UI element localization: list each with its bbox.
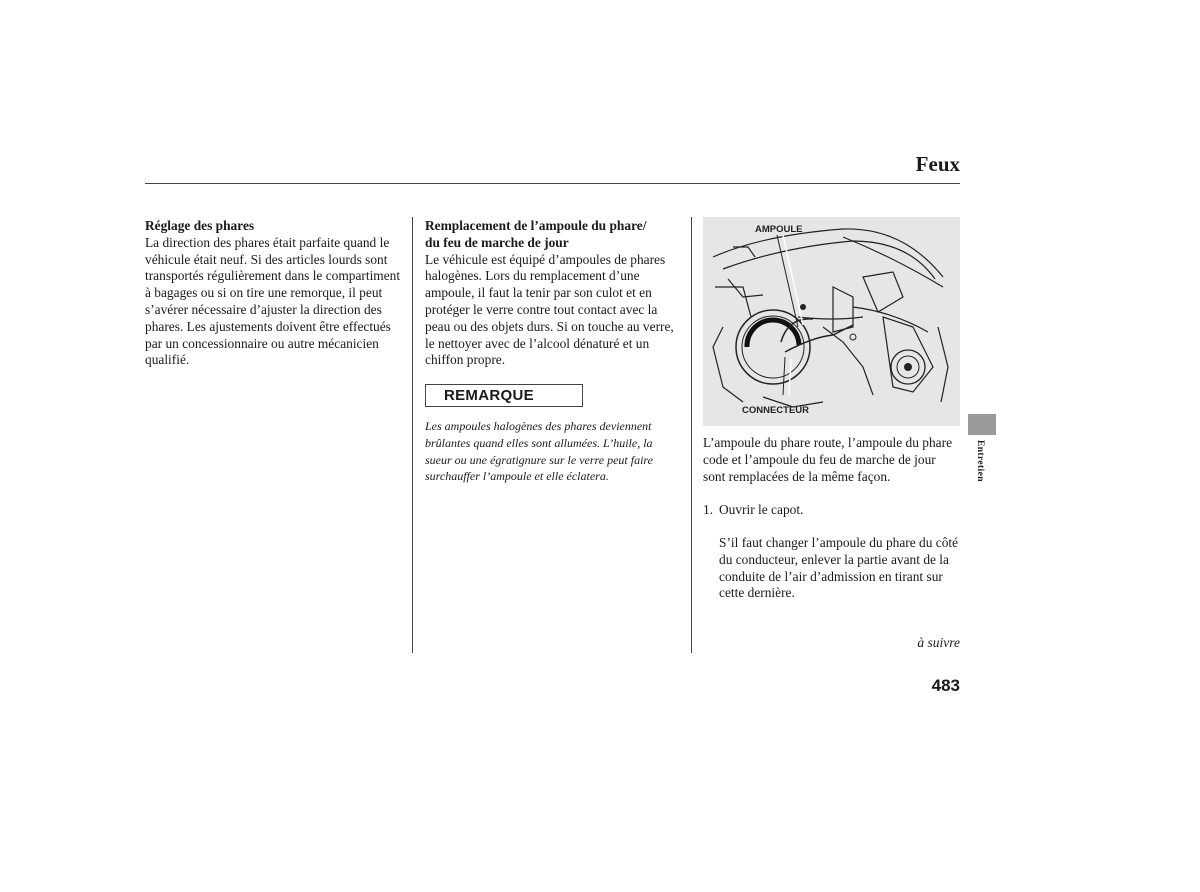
paragraph-bulb-handling: Le véhicule est équipé d’ampoules de phares halogènes. Lors du remplacement d’une ampoule, il faut la tenir par son culot et en protéger le verre contre tout contact avec la peau ou des objets durs. Si on touche au verre, le nettoyer avec de l’alcool dénaturé et un chiffon propre. xyxy=(425,251,674,368)
column-divider xyxy=(412,217,413,653)
section-title: Feux xyxy=(915,152,960,176)
middle-column xyxy=(425,218,680,369)
headlight-bulb-illustration xyxy=(703,217,960,426)
step-text: Ouvrir le capot. xyxy=(719,502,804,517)
continued-indicator: à suivre xyxy=(917,635,960,650)
header-rule xyxy=(145,183,960,184)
step-number: 1. xyxy=(703,502,714,517)
step-1-detail: S’il faut changer l’ampoule du phare du côté du conducteur, enlever la partie avant de la conduite de l’air d’admission en tirant sur cette dernière. xyxy=(719,535,959,601)
figure-label-connector: CONNECTEUR xyxy=(742,405,810,416)
section-heading-headlight-aiming: Réglage des phares xyxy=(145,218,255,233)
right-column xyxy=(703,435,961,485)
figure-label-bulb: AMPOULE xyxy=(755,224,803,235)
notice-text: Les ampoules halogènes des phares deviennent brûlantes quand elles sont allumées. L’huile, la sueur ou une égratignure sur le verre peut faire surchauffer l’ampoule et elle éclatera. xyxy=(425,419,653,484)
left-column xyxy=(145,218,407,369)
paragraph-bulb-intro: L’ampoule du phare route, l’ampoule du phare code et l’ampoule du feu de marche de jour sont remplacées de la même façon. xyxy=(703,435,953,484)
section-heading-bulb-replacement-line2: du feu de marche de jour xyxy=(425,234,569,250)
section-heading-bulb-replacement-line1: Remplacement de l’ampoule du phare/ xyxy=(425,218,647,233)
column-divider xyxy=(691,217,692,653)
engine-bay-drawing xyxy=(703,217,960,426)
page-number: 483 xyxy=(931,676,960,695)
chapter-tab-label: Entretien xyxy=(975,440,985,482)
paragraph-headlight-aiming: La direction des phares était parfaite quand le véhicule était neuf. Si des articles lourds sont transportés régulièrement dans le compartiment à bagages ou si on tire une remorque, il peut s’avérer nécessaire d’ajuster la direction des phares. Les ajustements doivent être effectués par un concessionnaire ou autre mécanicien qualifié. xyxy=(145,234,401,368)
notice-label-box: REMARQUE xyxy=(425,384,583,407)
chapter-tab xyxy=(968,414,996,435)
